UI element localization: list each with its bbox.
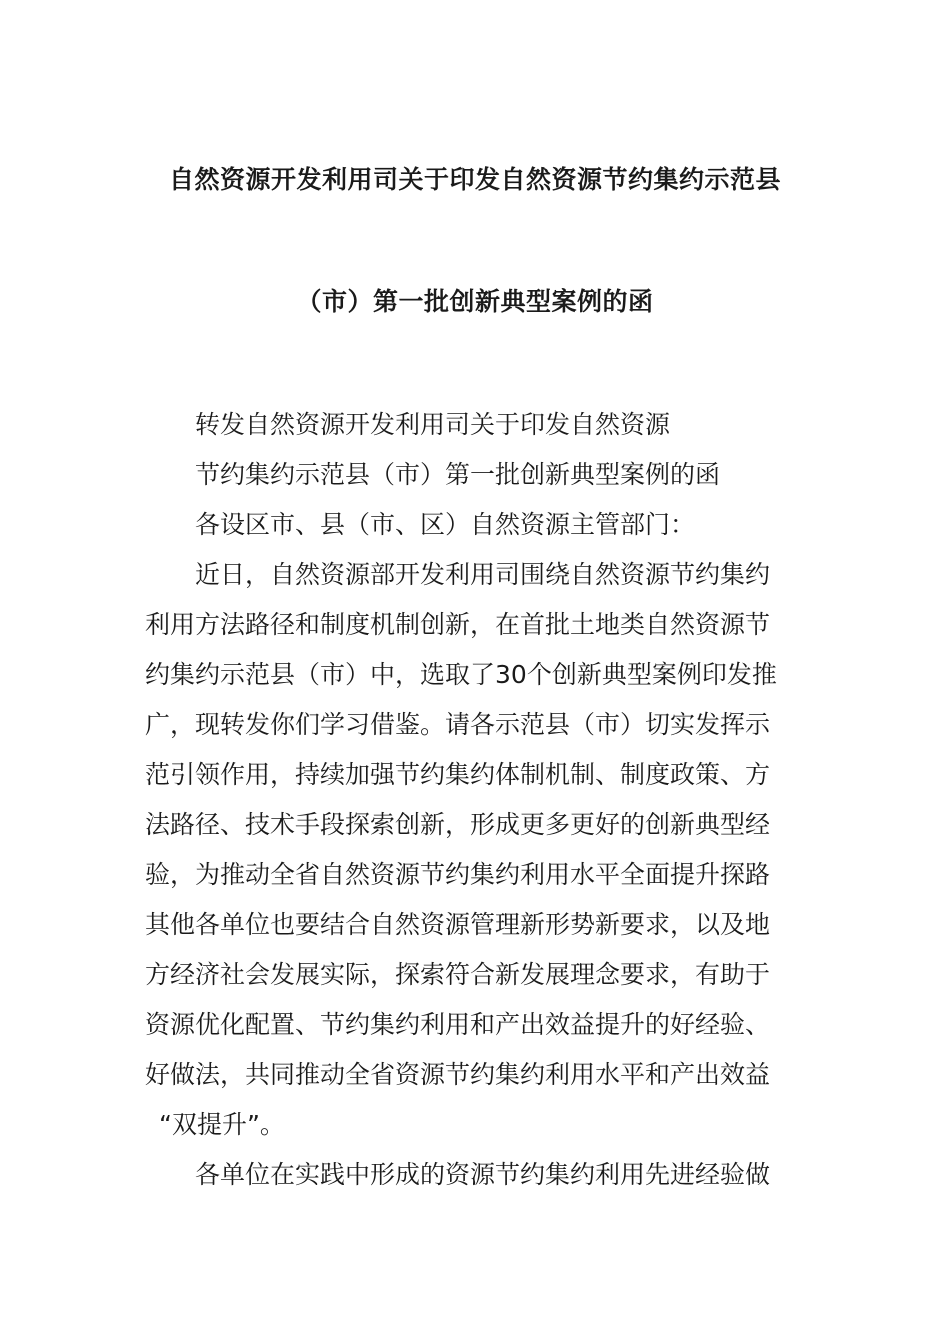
document-title-line-1: 自然资源开发利用司关于印发自然资源节约集约示范县 (168, 165, 781, 194)
paragraph1-line: 验，为推动全省自然资源节约集约利用水平全面提升探路 (145, 860, 771, 889)
paragraph1-line: 广，现转发你们学习借鉴。请各示范县（市）切实发挥示 (145, 710, 771, 739)
paragraph1-line: 法路径、技术手段探索创新，形成更多更好的创新典型经 (145, 810, 771, 839)
paragraph1-line: 方经济社会发展实际，探索符合新发展理念要求，有助于 (145, 960, 771, 989)
paragraph1-line: 其他各单位也要结合自然资源管理新形势新要求，以及地 (145, 910, 771, 939)
paragraph1-line: “双提升”。 (159, 1110, 285, 1139)
paragraph1-line: 范引领作用，持续加强节约集约体制机制、制度政策、方 (145, 760, 771, 789)
paragraph1-line: 资源优化配置、节约集约利用和产出效益提升的好经验、 (145, 1010, 771, 1039)
forward-line-1: 转发自然资源开发利用司关于印发自然资源 (195, 410, 671, 439)
document-title-line-2: （市）第一批创新典型案例的函 (296, 287, 654, 316)
forward-line-2: 节约集约示范县（市）第一批创新典型案例的函 (195, 460, 721, 489)
paragraph1-line: 利用方法路径和制度机制创新，在首批土地类自然资源节 (145, 610, 771, 639)
paragraph1-line: 近日，自然资源部开发利用司围绕自然资源节约集约 (195, 560, 771, 589)
paragraph1-line: 好做法，共同推动全省资源节约集约利用水平和产出效益 (145, 1060, 771, 1089)
document-body (145, 400, 810, 1200)
paragraph2-line: 各单位在实践中形成的资源节约集约利用先进经验做 (195, 1160, 771, 1189)
salutation: 各设区市、县（市、区）自然资源主管部门： (195, 510, 696, 539)
paragraph1-line: 约集约示范县（市）中，选取了30个创新典型案例印发推 (145, 660, 777, 689)
